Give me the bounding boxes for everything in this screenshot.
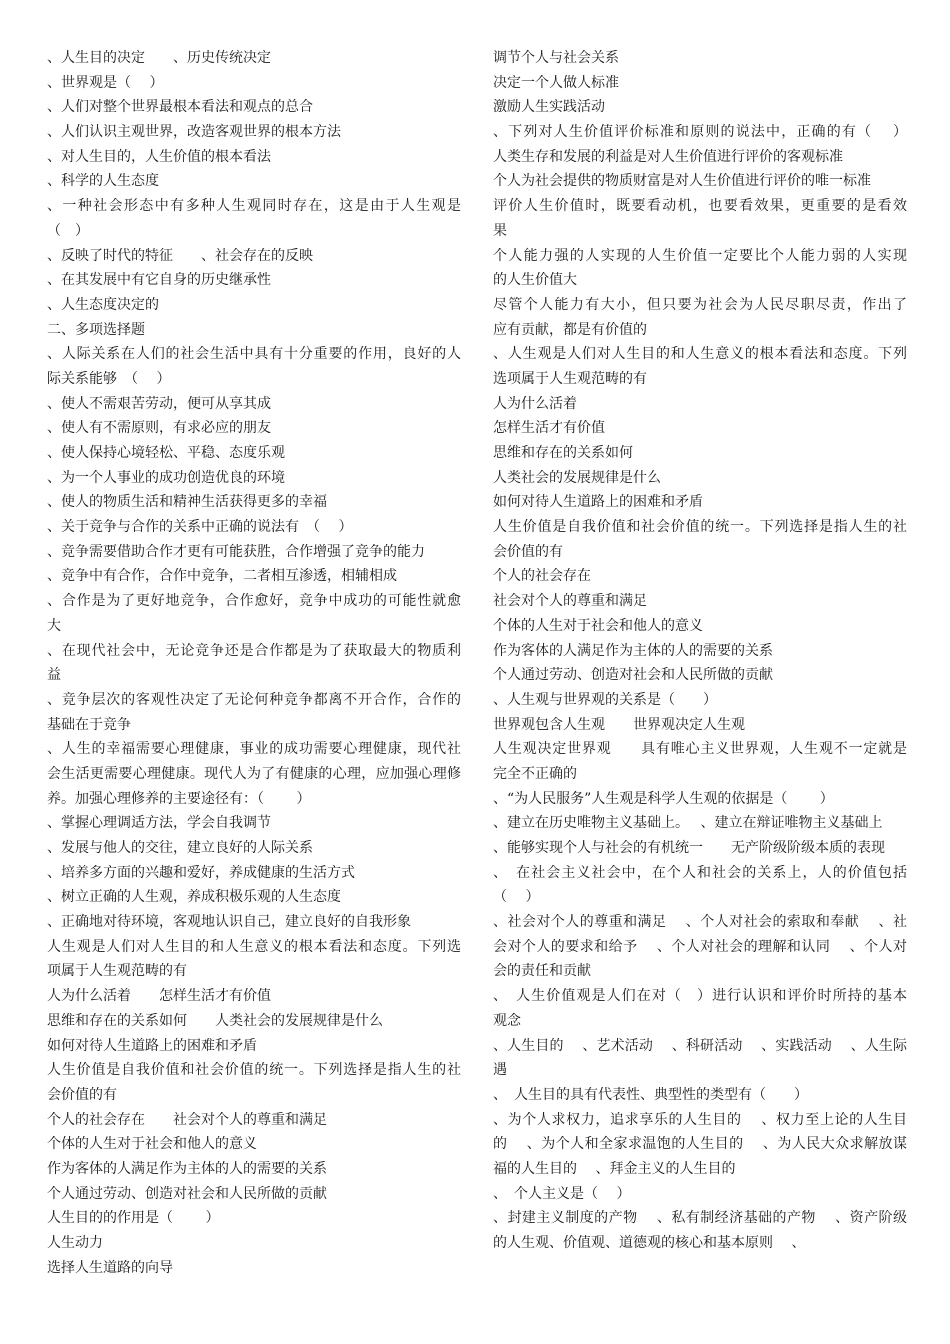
- text-line: 、竞争需要借助合作才更有可能获胜，合作增强了竞争的能力: [47, 543, 425, 560]
- text-line: 、掌握心理调适方法，学会自我调节: [47, 815, 271, 832]
- text-line: 、为个人求权力，追求享乐的人生目的 、权力至上论的人生目: [493, 1111, 907, 1128]
- text-line: 、下列对人生价值评价标准和原则的说法中，正确的有（ ）: [493, 124, 907, 141]
- text-line: 、合作是为了更好地竞争，合作愈好，竞争中成功的可能性就愈: [47, 593, 461, 610]
- text-line: 遇: [493, 1062, 507, 1079]
- text-line: 会价值的有: [493, 543, 563, 560]
- text-line: 二、多项选择题: [47, 321, 145, 338]
- text-line: 个人通过劳动、创造对社会和人民所做的贡献: [493, 667, 773, 684]
- text-line: 思维和存在的关系如何 人类社会的发展规律是什么: [47, 1012, 383, 1029]
- text-line: 如何对待人生道路上的困难和矛盾: [493, 494, 703, 511]
- text-line: 观念: [493, 1012, 521, 1029]
- text-line: 、人们认识主观世界，改造客观世界的根本方法: [47, 124, 341, 141]
- text-line: 、 个人主义是（ ）: [493, 1185, 631, 1202]
- text-line: 、人们对整个世界最根本看法和观点的总合: [47, 99, 313, 116]
- text-line: 应有贡献，都是有价值的: [493, 321, 647, 338]
- text-line: 作为客体的人满足作为主体的人的需要的关系: [493, 642, 773, 659]
- text-line: 、人生目的决定 、历史传统决定: [47, 50, 271, 66]
- text-line: 思维和存在的关系如何: [493, 445, 633, 461]
- text-line: 益: [47, 667, 61, 684]
- text-line: 基础在于竞争: [47, 716, 131, 733]
- text-line: 、竞争中有合作，合作中竞争，二者相互渗透，相辅相成: [47, 568, 397, 585]
- right-column: [493, 46, 907, 1256]
- text-line: 人生目的的作用是（ ）: [47, 1210, 220, 1227]
- text-line: 会价值的有: [47, 1086, 117, 1103]
- text-line: 个人的社会存在 社会对个人的尊重和满足: [47, 1111, 327, 1128]
- text-line: 、封建主义制度的产物 、私有制经济基础的产物 、资产阶级: [493, 1210, 907, 1227]
- text-line: 会对个人的要求和给予 、个人对社会的理解和认同 、个人对: [493, 938, 907, 955]
- text-line: 、社会对个人的尊重和满足 、个人对社会的索取和奉献 、社: [493, 914, 907, 931]
- text-line: 人为什么活着 怎样生活才有价值: [47, 988, 271, 1005]
- text-line: 、人生观是人们对人生目的和人生意义的根本看法和态度。下列: [493, 346, 907, 363]
- text-line: 人生观决定世界观 具有唯心主义世界观，人生观不一定就是: [493, 741, 907, 758]
- text-line: 、“为人民服务”人生观是科学人生观的依据是（ ）: [493, 790, 834, 807]
- text-line: 、正确地对待环境，客观地认识自己，建立良好的自我形象: [47, 914, 411, 931]
- text-line: 、人际关系在人们的社会生活中具有十分重要的作用，良好的人: [47, 346, 461, 363]
- text-line: 人生价值是自我价值和社会价值的统一。下列选择是指人生的社: [493, 519, 907, 536]
- text-line: 怎样生活才有价值: [493, 420, 605, 437]
- text-line: 、使人不需艰苦劳动，便可从享其成: [47, 395, 271, 412]
- text-line: 、使人保持心境轻松、平稳、态度乐观: [47, 445, 285, 461]
- text-line: 会的责任和贡献: [493, 963, 591, 980]
- text-line: 、竞争层次的客观性决定了无论何种竞争都离不开合作，合作的: [47, 691, 461, 708]
- text-line: 养。加强心理修养的主要途径有：（ ）: [47, 790, 311, 807]
- text-line: 人为什么活着: [493, 395, 577, 412]
- text-line: 、使人有不需原则，有求必应的朋友: [47, 420, 271, 437]
- text-line: 、对人生目的，人生价值的根本看法: [47, 148, 271, 165]
- text-line: 际关系能够 （ ）: [47, 370, 171, 387]
- text-line: 、在其发展中有它自身的历史继承性: [47, 272, 271, 289]
- text-line: 调节个人与社会关系: [493, 50, 619, 66]
- text-line: 选项属于人生观范畴的有: [493, 370, 647, 387]
- text-line: 大: [47, 617, 61, 634]
- text-line: 、在现代社会中，无论竞争还是合作都是为了获取最大的物质利: [47, 642, 461, 659]
- text-line: 的 、为个人和全家求温饱的人生目的 、为人民大众求解放谋: [493, 1136, 907, 1153]
- text-line: 、一种社会形态中有多种人生观同时存在，这是由于人生观是: [47, 198, 461, 215]
- text-line: 个体的人生对于社会和他人的意义: [47, 1136, 257, 1153]
- text-line: 、关于竞争与合作的关系中正确的说法有 （ ）: [47, 519, 353, 536]
- text-line: 、人生的幸福需要心理健康，事业的成功需要心理健康，现代社: [47, 741, 461, 758]
- text-line: 人类生存和发展的利益是对人生价值进行评价的客观标准: [493, 148, 843, 165]
- text-line: 、能够实现个人与社会的有机统一 无产阶级阶级本质的表现: [493, 840, 885, 856]
- text-line: 、人生观与世界观的关系是（ ）: [493, 691, 717, 708]
- text-line: 、发展与他人的交往，建立良好的人际关系: [47, 840, 313, 856]
- text-line: 、人生目的 、艺术活动 、科研活动 、实践活动 、人生际: [493, 1037, 907, 1054]
- text-line: 福的人生目的 、拜金主义的人生目的: [493, 1160, 736, 1177]
- text-line: 、科学的人生态度: [47, 173, 159, 190]
- text-line: 个人能力强的人实现的人生价值一定要比个人能力弱的人实现: [493, 247, 907, 264]
- text-line: 、使人的物质生活和精神生活获得更多的幸福: [47, 494, 327, 511]
- text-line: 、 在社会主义社会中，在个人和社会的关系上，人的价值包括: [493, 864, 907, 881]
- text-line: 、树立正确的人生观，养成积极乐观的人生态度: [47, 889, 341, 906]
- text-line: 项属于人生观范畴的有: [47, 963, 187, 980]
- left-column: [47, 46, 461, 1280]
- text-line: 、人生态度决定的: [47, 296, 159, 313]
- text-line: 完全不正确的: [493, 765, 577, 782]
- text-line: 选择人生道路的向导: [47, 1259, 173, 1276]
- text-line: 人类社会的发展规律是什么: [493, 469, 661, 486]
- text-line: 的人生观、价值观、道德观的核心和基本原则 、: [493, 1235, 806, 1251]
- text-line: 个人的社会存在: [493, 568, 591, 585]
- text-line: 、反映了时代的特征 、社会存在的反映: [47, 247, 313, 264]
- text-line: 、世界观是（ ）: [47, 74, 164, 91]
- text-line: 、为一个人事业的成功创造优良的环境: [47, 469, 285, 486]
- text-line: 尽管个人能力有大小，但只要为社会为人民尽职尽责，作出了: [493, 296, 907, 313]
- text-line: 激励人生实践活动: [493, 99, 605, 116]
- text-line: 、培养多方面的兴趣和爱好，养成健康的生活方式: [47, 864, 355, 881]
- text-line: 、 人生目的具有代表性、典型性的类型有（ ）: [493, 1086, 808, 1103]
- text-line: 个人通过劳动、创造对社会和人民所做的贡献: [47, 1185, 327, 1202]
- text-line: 决定一个人做人标准: [493, 74, 619, 91]
- text-line: （ ）: [493, 889, 540, 906]
- text-line: 人生价值是自我价值和社会价值的统一。下列选择是指人生的社: [47, 1062, 461, 1079]
- text-line: 社会对个人的尊重和满足: [493, 593, 647, 610]
- text-line: 世界观包含人生观 世界观决定人生观: [493, 716, 745, 733]
- text-line: （ ）: [47, 222, 89, 239]
- text-line: 果: [493, 222, 507, 239]
- text-line: 人生动力: [47, 1235, 103, 1251]
- text-line: 、建立在历史唯物主义基础上。 、建立在辩证唯物主义基础上: [493, 815, 883, 832]
- text-line: 个人为社会提供的物质财富是对人生价值进行评价的唯一标准: [493, 173, 871, 190]
- text-line: 会生活更需要心理健康。现代人为了有健康的心理，应加强心理修: [47, 765, 461, 782]
- text-line: 、 人生价值观是人们在对（ ）进行认识和评价时所持的基本: [493, 988, 907, 1005]
- text-line: 作为客体的人满足作为主体的人的需要的关系: [47, 1160, 327, 1177]
- text-line: 个体的人生对于社会和他人的意义: [493, 617, 703, 634]
- text-line: 评价人生价值时，既要看动机，也要看效果，更重要的是看效: [493, 198, 907, 215]
- text-line: 的人生价值大: [493, 272, 577, 289]
- text-line: 如何对待人生道路上的困难和矛盾: [47, 1037, 257, 1054]
- text-line: 人生观是人们对人生目的和人生意义的根本看法和态度。下列选: [47, 938, 461, 955]
